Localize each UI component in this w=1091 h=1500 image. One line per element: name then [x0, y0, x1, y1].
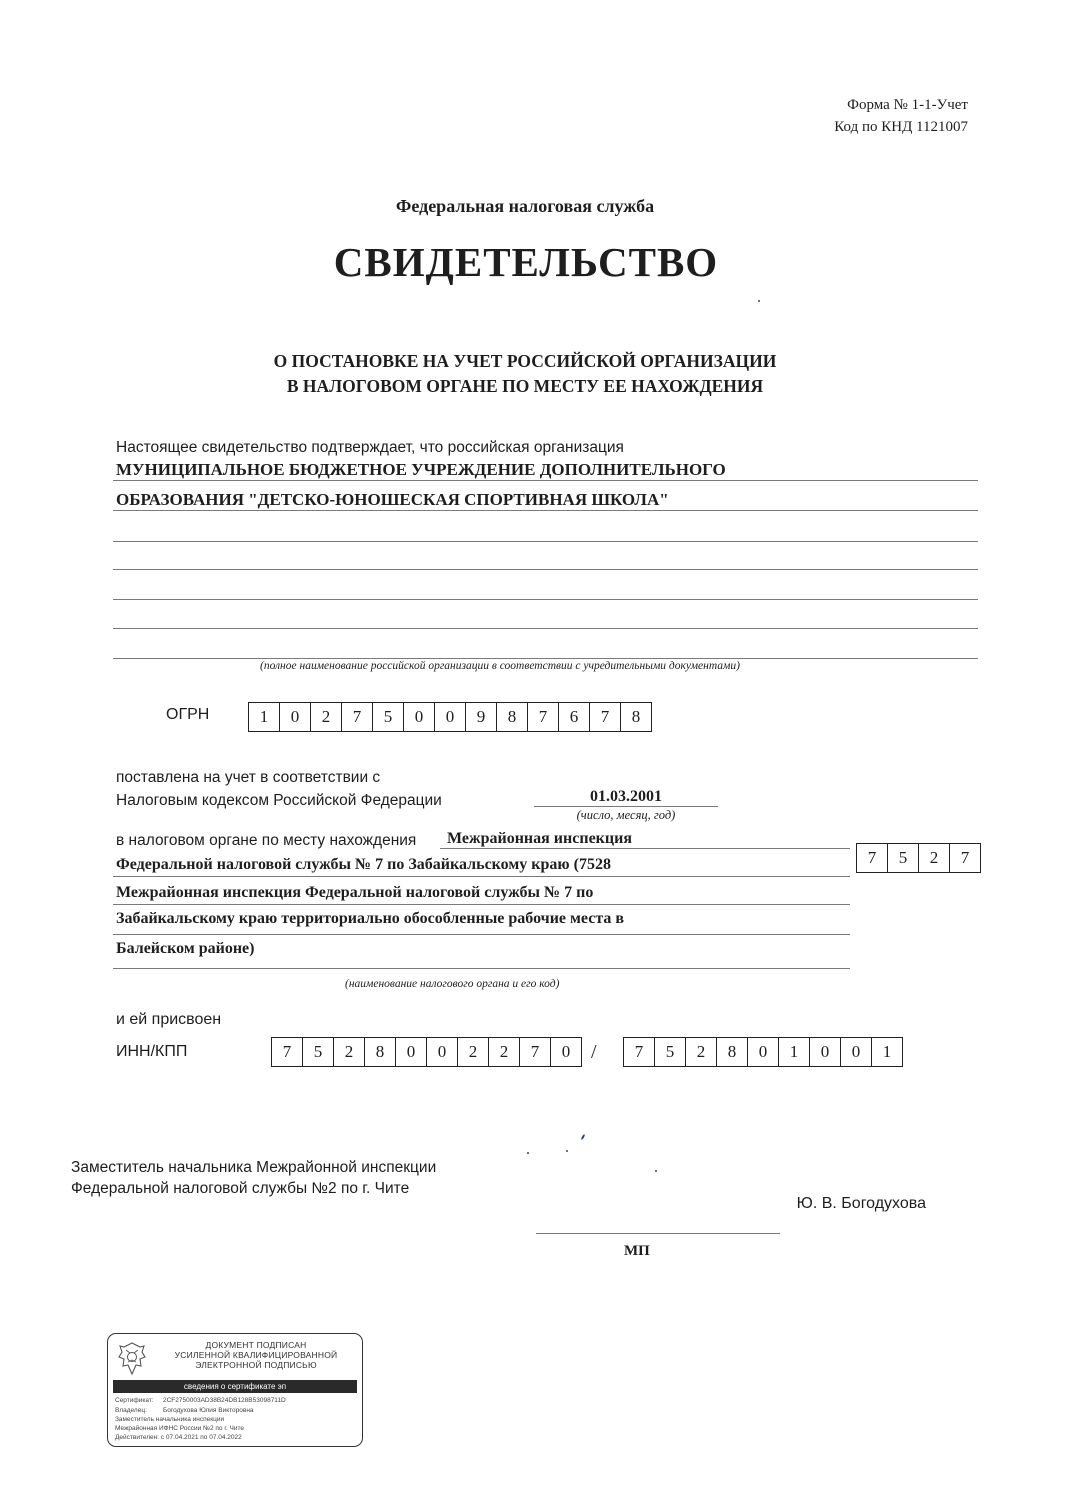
organization-name-line-2: ОБРАЗОВАНИЯ "ДЕТСКО-ЮНОШЕСКАЯ СПОРТИВНАЯ ШКОЛА" — [116, 490, 669, 509]
inn-digit: 5 — [303, 1038, 334, 1066]
organization-caption: (полное наименование российской организации в соответствии с учредительными документами) — [260, 660, 740, 672]
signatory-position-line-1: Заместитель начальника Межрайонной инспекции — [71, 1159, 437, 1176]
ogrn-digit: 6 — [559, 703, 590, 731]
ogrn-cells — [248, 702, 652, 732]
e-signature-title — [154, 1340, 358, 1370]
speck — [527, 1152, 529, 1154]
ink-speck — [581, 1134, 586, 1140]
tax-authority-label: в налоговом органе по месту нахождения — [116, 832, 417, 849]
e-signature-badge — [107, 1333, 363, 1447]
knd-code: Код по КНД 1121007 — [834, 119, 968, 135]
field-line — [113, 510, 978, 511]
inn-digit: 2 — [458, 1038, 489, 1066]
field-line — [113, 480, 978, 481]
certificate-label: Сертификат: — [115, 1397, 154, 1404]
kpp-digit: 1 — [779, 1038, 810, 1066]
ogrn-digit: 8 — [631, 707, 641, 726]
field-line — [113, 968, 850, 969]
kpp-digit: 1 — [882, 1042, 892, 1061]
kpp-digit: 7 — [624, 1038, 655, 1066]
tax-code-digit: 2 — [919, 844, 950, 872]
signatory-position-line-2: Федеральной налоговой службы №2 по г. Чите — [71, 1180, 410, 1197]
kpp-digit: 0 — [810, 1038, 841, 1066]
ogrn-digit: 7 — [342, 703, 373, 731]
field-line — [440, 848, 850, 849]
speck — [758, 300, 760, 302]
field-line — [113, 628, 978, 629]
inn-digit: 2 — [489, 1038, 520, 1066]
tax-authority-line-2: Федеральной налоговой службы № 7 по Забайкальскому краю (7528 — [116, 856, 611, 873]
owner-label: Владелец: — [115, 1407, 147, 1414]
certificate-row — [115, 1397, 286, 1404]
field-line — [113, 599, 978, 600]
kpp-digit: 0 — [841, 1038, 872, 1066]
owner-position-line-1: Заместитель начальника инспекции — [115, 1416, 225, 1423]
agency-name: Федеральная налоговая служба — [395, 196, 655, 216]
ogrn-digit: 9 — [466, 703, 497, 731]
field-line — [113, 569, 978, 570]
inn-digit: 0 — [561, 1042, 571, 1061]
e-signature-title-line-1: ДОКУМЕНТ ПОДПИСАН — [205, 1340, 307, 1350]
registration-line-2: Налоговым кодексом Российской Федерации — [116, 792, 442, 809]
ogrn-digit: 0 — [280, 703, 311, 731]
signatory-name: Ю. В. Богодухова — [796, 1195, 926, 1212]
owner-value: Богодухова Юлия Викторовна — [163, 1407, 254, 1414]
signature-line — [536, 1233, 780, 1234]
document-title: СВИДЕТЕЛЬСТВО — [333, 239, 719, 285]
ogrn-digit: 1 — [249, 703, 280, 731]
date-line — [534, 806, 718, 807]
inn-kpp-separator: / — [591, 1041, 597, 1063]
inn-digit: 7 — [520, 1038, 551, 1066]
field-line — [113, 904, 850, 905]
kpp-cells — [623, 1037, 903, 1067]
tax-code-digit: 5 — [888, 844, 919, 872]
inn-digit: 0 — [396, 1038, 427, 1066]
field-line — [113, 876, 850, 877]
kpp-digit: 0 — [748, 1038, 779, 1066]
tax-authority-caption: (наименование налогового органа и его код) — [345, 978, 560, 990]
inn-digit: 7 — [272, 1038, 303, 1066]
certificate-info-bar: сведения о сертификате эп — [113, 1380, 357, 1393]
ogrn-digit: 8 — [497, 703, 528, 731]
form-number: Форма № 1-1-Учет — [847, 97, 968, 113]
organization-name-line-1: МУНИЦИПАЛЬНОЕ БЮДЖЕТНОЕ УЧРЕЖДЕНИЕ ДОПОЛНИТЕЛЬНОГО — [116, 460, 726, 479]
subtitle-line-2: В НАЛОГОВОМ ОРГАНЕ ПО МЕСТУ ЕЕ НАХОЖДЕНИЯ — [286, 376, 764, 396]
ogrn-digit: 7 — [528, 703, 559, 731]
subtitle-line-1: О ПОСТАНОВКЕ НА УЧЕТ РОССИЙСКОЙ ОРГАНИЗАЦИИ — [273, 351, 777, 371]
tax-authority-code-cells — [856, 843, 981, 873]
intro-text: Настоящее свидетельство подтверждает, что российская организация — [116, 439, 624, 456]
inn-cells — [271, 1037, 582, 1067]
ogrn-digit: 7 — [590, 703, 621, 731]
field-line — [113, 934, 850, 935]
certificate-value: 2CF2750003AD38B24DB128B53098711D — [163, 1397, 286, 1404]
e-signature-title-line-2: УСИЛЕННОЙ КВАЛИФИЦИРОВАННОЙ — [174, 1350, 338, 1360]
ogrn-digit: 2 — [311, 703, 342, 731]
ogrn-label: ОГРН — [166, 706, 210, 723]
stamp-place: МП — [624, 1243, 650, 1259]
field-line — [113, 541, 978, 542]
field-line — [113, 658, 978, 659]
inn-kpp-label: ИНН/КПП — [116, 1043, 188, 1060]
tax-authority-line-4: Забайкальскому краю территориально обособленные рабочие места в — [116, 910, 625, 927]
speck — [655, 1170, 657, 1172]
inn-digit: 2 — [334, 1038, 365, 1066]
e-signature-title-line-3: ЭЛЕКТРОННОЙ ПОДПИСЬЮ — [195, 1360, 317, 1370]
owner-row — [115, 1407, 254, 1414]
tax-authority-name-start: Межрайонная инспекция — [447, 830, 632, 847]
validity-period: Действителен: с 07.04.2021 по 07.04.2022 — [115, 1434, 242, 1441]
ogrn-digit: 0 — [404, 703, 435, 731]
owner-position-line-2: Межрайонная ИФНС России №2 по г. Чите — [115, 1425, 245, 1432]
inn-digit: 0 — [427, 1038, 458, 1066]
date-caption: (число, месяц, год) — [576, 808, 676, 822]
tax-code-digit: 7 — [960, 848, 970, 867]
kpp-digit: 2 — [686, 1038, 717, 1066]
tax-authority-line-3: Межрайонная инспекция Федеральной налоговой службы № 7 по — [116, 884, 594, 901]
kpp-digit: 8 — [717, 1038, 748, 1066]
tax-authority-line-5: Балейском районе) — [116, 940, 255, 957]
registration-line-1: поставлена на учет в соответствии с — [116, 769, 381, 786]
tax-code-digit: 7 — [857, 844, 888, 872]
inn-digit: 8 — [365, 1038, 396, 1066]
ogrn-digit: 0 — [435, 703, 466, 731]
coat-of-arms-icon — [114, 1340, 150, 1378]
speck — [566, 1150, 568, 1152]
kpp-digit: 5 — [655, 1038, 686, 1066]
registration-date: 01.03.2001 — [590, 788, 662, 805]
assigned-label: и ей присвоен — [116, 1011, 222, 1028]
ogrn-digit: 5 — [373, 703, 404, 731]
